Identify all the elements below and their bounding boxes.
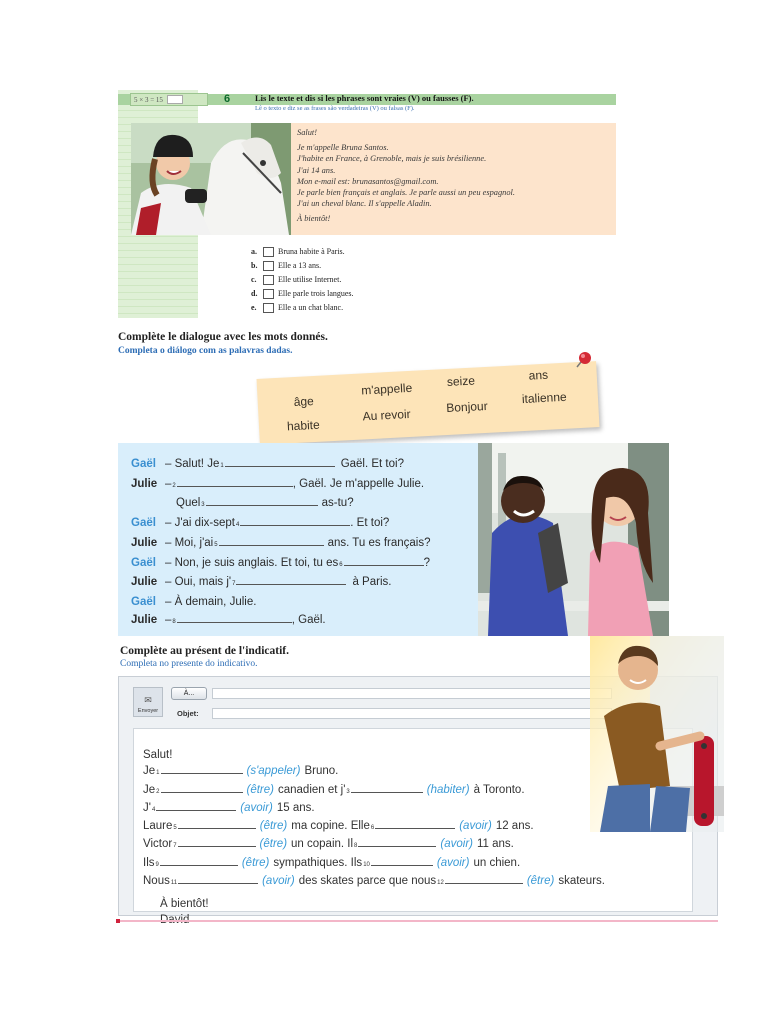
statement-letter: b.	[251, 261, 258, 270]
blank-number: 5	[214, 541, 218, 548]
statement-c	[251, 273, 354, 287]
blank-number: 1	[156, 770, 160, 777]
answer-blank[interactable]	[178, 836, 256, 847]
bruna-letter	[291, 123, 616, 235]
verb-hint: (s'appeler)	[246, 765, 301, 778]
email-text-part: un chien.	[473, 856, 521, 869]
letter-line: J'ai un cheval blanc. Il s'appelle Aladin.	[297, 199, 432, 209]
blank-number: 3	[346, 788, 350, 795]
dialog-text: à Paris.	[352, 576, 392, 589]
speaker-gael: Gaël	[131, 458, 156, 470]
verb-hint: (être)	[241, 856, 270, 869]
answer-blank[interactable]	[178, 818, 256, 829]
verb-hint: (être)	[259, 838, 288, 851]
math-answer-box[interactable]	[167, 95, 183, 104]
blank-number: 8	[354, 843, 358, 850]
answer-blank[interactable]	[161, 782, 243, 793]
word-bank-item: ans	[528, 367, 549, 383]
email-text-part: Ils	[143, 856, 155, 869]
email-text-part: Nous	[143, 875, 170, 888]
dialog-line	[131, 594, 430, 612]
statement-letter: d.	[251, 289, 258, 298]
answer-blank[interactable]	[160, 855, 238, 866]
answer-blank[interactable]	[177, 612, 292, 623]
blank-number: 4	[151, 806, 156, 813]
email-greeting: Salut!	[143, 749, 173, 761]
email-text-part: skateurs.	[558, 875, 605, 888]
object-label: Objet:	[177, 709, 199, 718]
exercise-subtitle: Lê o texto e diz se as frases são verdadeiras (V) ou falsas (F).	[255, 105, 415, 112]
statement-a	[251, 245, 354, 259]
blank-number: 4	[235, 522, 240, 529]
speaker-julie: Julie	[131, 536, 158, 549]
email-text-part: Je	[143, 765, 156, 778]
email-text-part: Victor	[143, 838, 173, 851]
word-bank-item: Bonjour	[445, 398, 488, 416]
speaker-gael: Gaël	[131, 595, 156, 608]
blank-number: 10	[363, 861, 370, 868]
email-text-part: Laure	[143, 820, 173, 833]
dialog-line	[131, 535, 430, 555]
statement-text: Bruna habite à Paris.	[278, 247, 345, 256]
answer-checkbox[interactable]	[263, 247, 274, 257]
dialog-text: ans. Tu es français?	[327, 536, 431, 549]
email-text-part: J'	[143, 801, 151, 814]
dialog-text: Gaël. Et toi?	[340, 458, 404, 470]
statement-letter: c.	[251, 275, 257, 284]
email-line	[143, 763, 605, 781]
exercise-3-subtitle: Completa no presente do indicativo.	[120, 659, 258, 669]
answer-blank[interactable]	[156, 800, 236, 811]
send-label: Envoyer	[137, 708, 159, 714]
to-field[interactable]	[212, 688, 612, 699]
verb-hint: (avoir)	[436, 856, 470, 869]
blank-number: 12	[437, 880, 444, 887]
email-text-part: sympathiques. Ils	[273, 856, 363, 869]
email-text	[143, 748, 605, 928]
word-bank-item: m'appelle	[360, 380, 413, 398]
word-bank-card	[257, 361, 600, 445]
blank-number: 6	[339, 561, 343, 568]
email-line	[143, 836, 605, 854]
dialog	[131, 456, 430, 631]
dialog-text: –	[165, 613, 172, 626]
email-text-part: des skates parce que nous	[298, 875, 437, 888]
blank-number: 9	[155, 861, 159, 868]
answer-checkbox[interactable]	[263, 275, 274, 285]
dialog-line	[131, 495, 430, 515]
blank-number: 3	[201, 502, 205, 509]
dialog-text: – À demain, Julie.	[165, 595, 257, 608]
pushpin-icon	[575, 350, 593, 368]
page-divider	[118, 920, 718, 922]
photo-teenagers	[478, 443, 669, 636]
blank-number: 11	[170, 880, 178, 887]
verb-hint: (avoir)	[240, 801, 273, 814]
answer-blank[interactable]	[351, 782, 423, 793]
answer-blank[interactable]	[206, 495, 318, 506]
exercise-2-title: Complète le dialogue avec les mots donnés.	[118, 331, 328, 343]
dialog-text: – Oui, mais j'	[165, 576, 232, 589]
answer-blank[interactable]	[219, 535, 324, 546]
exercise-1	[118, 90, 616, 318]
statement-letter: a.	[251, 247, 257, 256]
letter-line: Je m'appelle Bruna Santos.	[297, 143, 389, 153]
exercise-title: Lis le texte et dis si les phrases sont vraies (V) ou fausses (F).	[255, 93, 474, 103]
blank-number: 8	[172, 618, 176, 625]
dialog-line	[131, 574, 430, 594]
answer-blank[interactable]	[177, 476, 293, 487]
letter-line: Je parle bien français et anglais. Je parle aussi un peu espagnol.	[297, 188, 515, 198]
blank-number: 2	[172, 482, 176, 489]
verb-hint: (avoir)	[459, 820, 492, 833]
true-false-list	[251, 245, 354, 315]
answer-blank[interactable]	[344, 555, 424, 566]
dialog-line	[131, 515, 430, 535]
word-bank-item: habite	[286, 417, 321, 434]
answer-blank[interactable]	[161, 763, 243, 774]
send-button[interactable]	[133, 687, 163, 717]
speaker-gael: Gaël	[131, 517, 156, 530]
answer-blank[interactable]	[225, 456, 335, 467]
verb-hint: (habiter)	[426, 783, 470, 796]
blank-number: 7	[232, 581, 236, 588]
photo-boy-skater	[590, 636, 724, 832]
statement-text: Elle a un chat blanc.	[278, 303, 344, 312]
dialog-line	[131, 612, 430, 632]
verb-hint: (avoir)	[262, 875, 295, 888]
dialog-text: – Salut! Je	[165, 458, 220, 470]
answer-blank[interactable]	[178, 873, 258, 884]
dialog-text: . Et toi?	[350, 517, 390, 530]
email-line	[143, 873, 605, 891]
answer-blank[interactable]	[371, 855, 433, 866]
email-text-part: ma copine. Elle	[291, 820, 370, 833]
blank-number: 2	[156, 788, 160, 795]
email-line	[143, 818, 605, 836]
email-text-part: Bruno.	[304, 765, 339, 778]
speaker-gael: Gaël	[131, 556, 156, 569]
email-text-part: 11 ans.	[476, 838, 514, 851]
answer-checkbox[interactable]	[263, 289, 274, 299]
answer-checkbox[interactable]	[263, 303, 274, 313]
email-text-part: un copain. Il	[291, 838, 354, 851]
word-bank-item: seize	[446, 373, 476, 389]
dialog-text: – Non, je suis anglais. Et toi, tu es	[165, 556, 339, 569]
email-text-part: Je	[143, 783, 156, 796]
email-line	[143, 800, 605, 818]
dialog-text: , Gaël. Je m'appelle Julie.	[292, 477, 425, 490]
letter-line: J'ai 14 ans.	[297, 165, 336, 175]
word-bank-item: âge	[293, 393, 315, 410]
dialog-text: –	[165, 477, 172, 490]
dialog-line	[131, 476, 430, 496]
blank-number: 6	[370, 825, 375, 832]
letter-line: Mon e-mail est: brunasantos@gmail.com.	[297, 176, 439, 186]
exercise-number: 6	[224, 93, 231, 105]
answer-checkbox[interactable]	[263, 261, 274, 271]
photo-girl-with-horse	[131, 123, 291, 235]
answer-blank[interactable]	[445, 873, 523, 884]
math-box	[130, 93, 208, 106]
dialog-text: as-tu?	[321, 497, 354, 510]
dialog-text: – Moi, j'ai	[165, 536, 214, 549]
blank-number: 7	[173, 843, 177, 850]
verb-hint: (être)	[526, 875, 555, 888]
letter-line: J'habite en France, à Grenoble, mais je suis brésilienne.	[297, 154, 487, 164]
statement-text: Elle parle trois langues.	[278, 289, 354, 298]
statement-b	[251, 259, 354, 273]
statement-text: Elle a 13 ans.	[278, 261, 322, 270]
answer-blank[interactable]	[375, 818, 455, 829]
statement-d	[251, 287, 354, 301]
speaker-julie: Julie	[131, 576, 158, 589]
blank-number: 5	[173, 825, 177, 832]
letter-line: Salut!	[297, 128, 318, 137]
word-bank-item: italienne	[521, 389, 567, 407]
speaker-julie: Julie	[131, 477, 158, 490]
letter-line: À bientôt!	[297, 214, 331, 224]
answer-blank[interactable]	[358, 836, 436, 847]
email-text-part: à Toronto.	[473, 783, 525, 796]
statement-text: Elle utilise Internet.	[278, 275, 342, 284]
dialog-text: – J'ai dix-sept	[165, 517, 235, 530]
dialog-line	[131, 456, 430, 476]
email-line	[143, 855, 605, 873]
dialog-text: Quel	[176, 497, 201, 510]
email-text-part: canadien et j'	[277, 783, 346, 796]
exercise-3-title: Complète au présent de l'indicatif.	[120, 645, 289, 657]
blank-number: 1	[220, 463, 224, 469]
math-text: 5 × 3 = 15	[134, 95, 163, 104]
to-button[interactable]: À...	[171, 687, 207, 700]
statement-e	[251, 301, 354, 315]
answer-blank[interactable]	[240, 515, 350, 526]
envelope-icon: ✉	[144, 695, 152, 705]
dialog-text: , Gaël.	[291, 613, 326, 626]
email-text-part: 15 ans.	[276, 801, 315, 814]
object-field[interactable]	[212, 708, 612, 719]
email-closing: À bientôt!	[160, 898, 209, 911]
word-bank-item: Au revoir	[362, 406, 411, 424]
email-line	[143, 782, 605, 800]
verb-hint: (être)	[246, 783, 274, 796]
exercise-2-subtitle: Completa o diálogo com as palavras dadas.	[118, 346, 293, 356]
dialog-text: ?	[423, 556, 430, 569]
verb-hint: (être)	[259, 820, 288, 833]
answer-blank[interactable]	[236, 574, 346, 585]
dialog-line	[131, 555, 430, 575]
divider-marker	[116, 919, 120, 923]
email-text-part: 12 ans.	[495, 820, 534, 833]
speaker-julie: Julie	[131, 613, 158, 626]
verb-hint: (avoir)	[440, 838, 473, 851]
statement-letter: e.	[251, 303, 257, 312]
